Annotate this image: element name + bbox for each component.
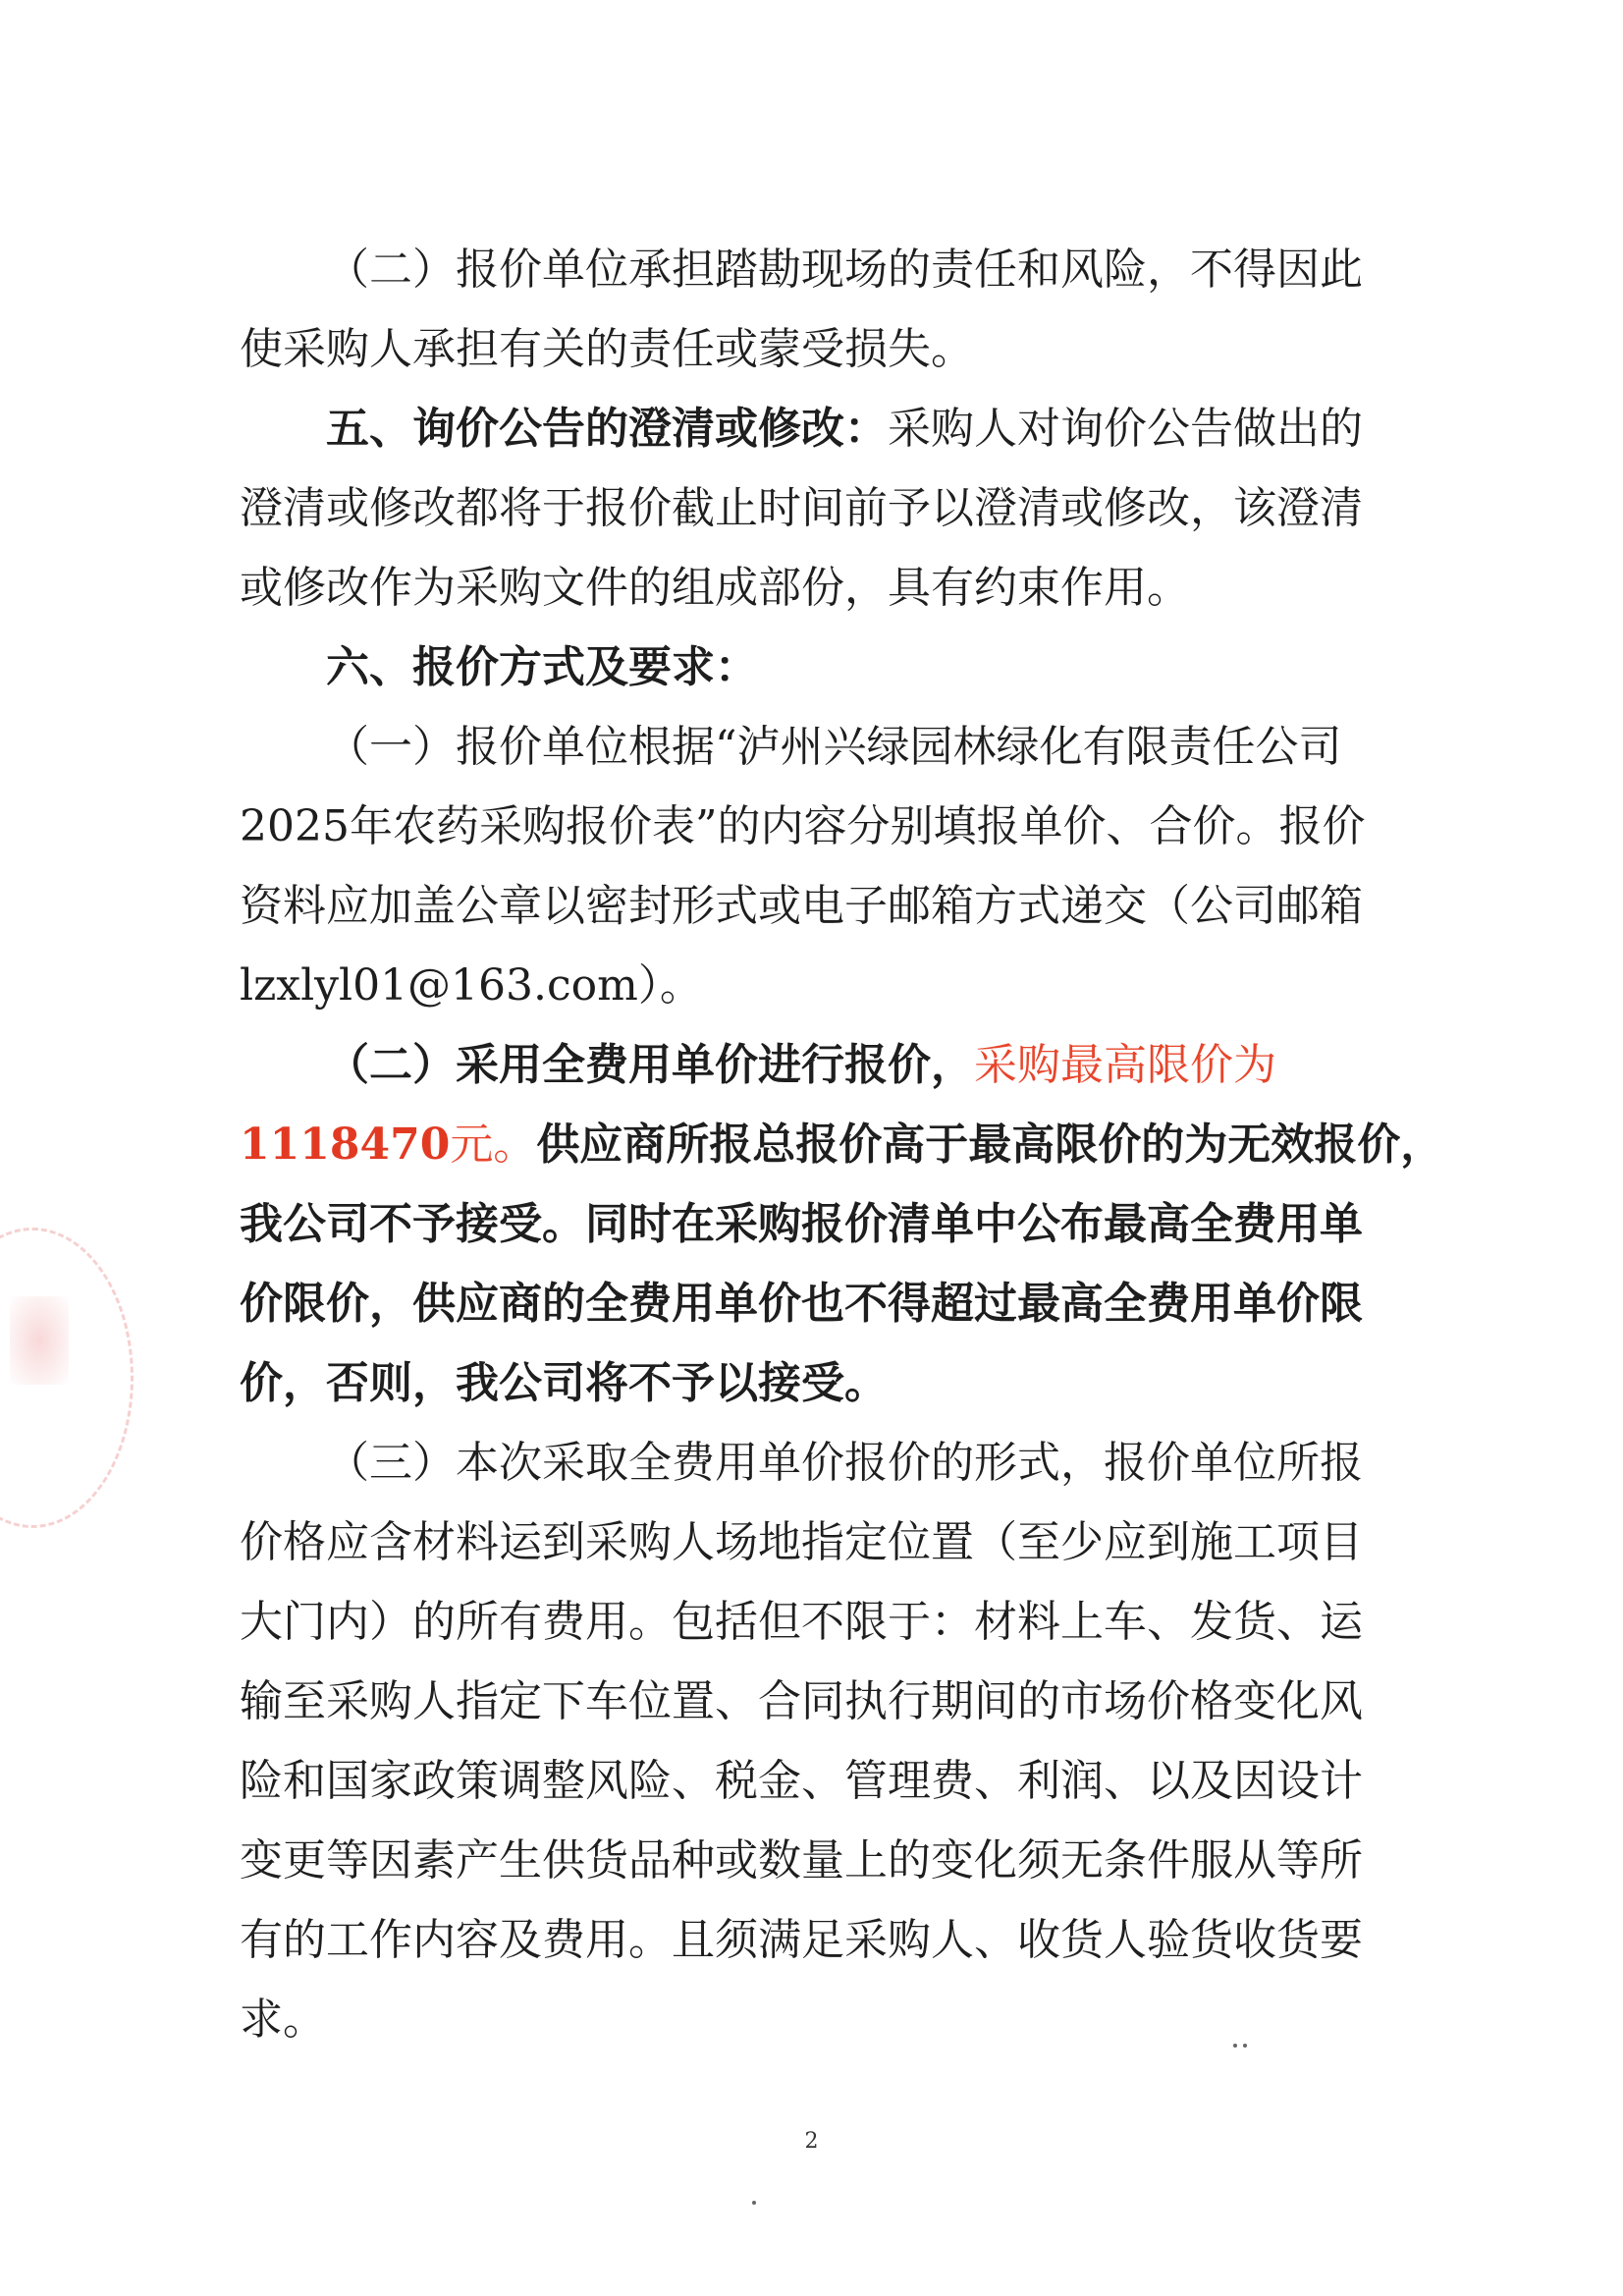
paragraph-line: 澄清或修改都将于报价截止时间前予以澄清或修改，该澄清 (240, 483, 1363, 533)
paragraph-line: 变更等因素产生供货品种或数量上的变化须无条件服从等所 (240, 1835, 1363, 1886)
paragraph-line: 求。 (240, 1995, 326, 2045)
paragraph-line: 价，否则，我公司将不予以接受。 (240, 1358, 888, 1408)
paragraph-line: 险和国家政策调整风险、税金、管理费、利润、以及因设计 (240, 1756, 1363, 1806)
paragraph-line: （二）报价单位承担踏勘现场的责任和风险，不得因此 (326, 245, 1363, 295)
section-five-line (240, 389, 1369, 468)
price-limit-unit: 元。 (450, 1120, 537, 1170)
paragraph-line: 有的工作内容及费用。且须满足采购人、收货人验货收货要 (240, 1915, 1363, 1965)
paragraph-line: （一）报价单位根据“泸州兴绿园林绿化有限责任公司 (326, 722, 1342, 772)
scan-speck (1243, 2044, 1247, 2048)
paragraph-line: 输至采购人指定下车位置、合同执行期间的市场价格变化风 (240, 1676, 1363, 1726)
email-line: lzxlyl01@163.com）。 (240, 960, 703, 1011)
paragraph-line: 价格应含材料运到采购人场地指定位置（至少应到施工项目 (240, 1517, 1363, 1567)
section-heading: 六、报价方式及要求： (326, 642, 758, 692)
paragraph-line: 我公司不予接受。同时在采购报价清单中公布最高全费用单 (240, 1199, 1363, 1249)
price-limit-line (240, 1105, 1444, 1184)
red-seal-fragment (10, 1296, 69, 1385)
price-limit-line (240, 1025, 1369, 1105)
paragraph-line: 大门内）的所有费用。包括但不限于：材料上车、发货、运 (240, 1597, 1363, 1647)
page-number: 2 (804, 2129, 819, 2154)
paragraph-line: 使采购人承担有关的责任或蒙受损失。 (240, 324, 974, 374)
section-text: 采购人对询价公告做出的 (888, 404, 1363, 454)
section-heading: 五、询价公告的澄清或修改： (326, 404, 888, 454)
paragraph-line: 价限价，供应商的全费用单价也不得超过最高全费用单价限 (240, 1279, 1363, 1329)
scan-speck (752, 2201, 756, 2205)
price-limit-highlight: 采购最高限价为 (974, 1040, 1276, 1090)
body-text (240, 230, 1444, 2059)
paragraph-line: 或修改作为采购文件的组成部份，具有约束作用。 (240, 563, 1190, 613)
price-limit-value: 1118470 (240, 1120, 451, 1170)
paragraph-line: 2025年农药采购报价表”的内容分别填报单价、合价。报价 (240, 801, 1366, 851)
paragraph-line: （三）本次采取全费用单价报价的形式，报价单位所报 (326, 1438, 1363, 1488)
price-limit-text: 供应商所报总报价高于最高限价的为无效报价， (536, 1120, 1444, 1170)
paragraph-line: 资料应加盖公章以密封形式或电子邮箱方式递交（公司邮箱 (240, 881, 1363, 931)
scan-speck (1233, 2044, 1237, 2048)
price-limit-text: （二）采用全费用单价进行报价， (326, 1040, 974, 1090)
